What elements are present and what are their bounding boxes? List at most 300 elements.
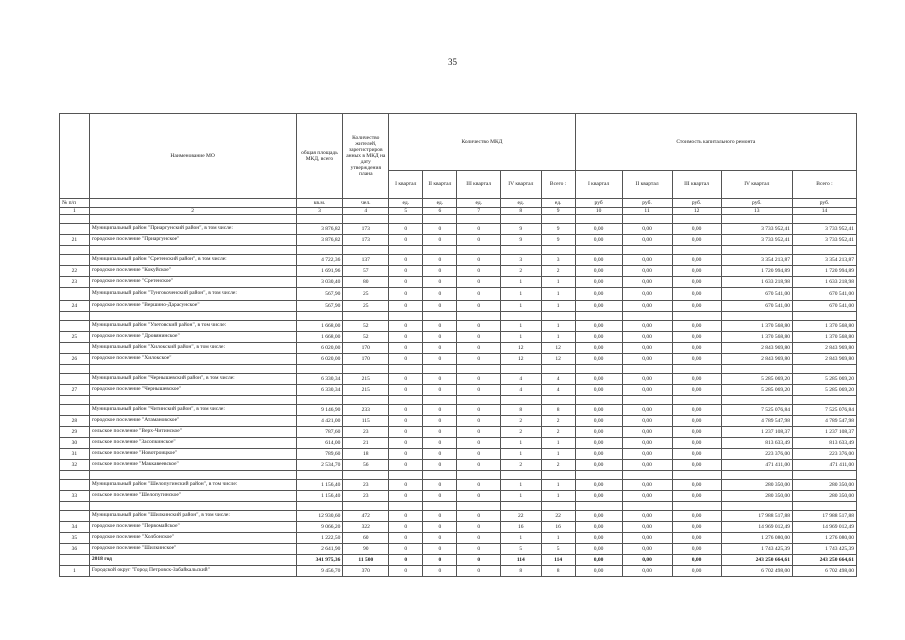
row-cost-q4: 280 350,00 xyxy=(721,480,792,491)
spacer-cell xyxy=(721,365,792,374)
row-mkd-q1: 0 xyxy=(389,343,423,354)
row-mkd-q1: 0 xyxy=(389,321,423,332)
row-cost-q3: 0,00 xyxy=(672,374,721,385)
header-q2: II квартал xyxy=(423,171,457,199)
row-residents: 18 xyxy=(343,449,389,460)
row-area: 9 146,90 xyxy=(296,405,343,416)
row-cost-q2: 0,00 xyxy=(622,301,672,312)
row-number: 24 xyxy=(60,301,90,312)
spacer-cell xyxy=(296,246,343,255)
row-cost-q3: 0,00 xyxy=(672,288,721,301)
row-mkd-q3: 0 xyxy=(457,235,501,246)
spacer-cell xyxy=(792,471,856,480)
row-mkd-q2: 0 xyxy=(423,321,457,332)
row-cost-q1: 0,00 xyxy=(575,288,622,301)
spacer-row xyxy=(60,365,857,374)
row-cost-q3: 0,00 xyxy=(672,449,721,460)
col-number: 11 xyxy=(622,208,672,215)
spacer-cell xyxy=(423,502,457,511)
table-row xyxy=(60,235,857,246)
header-cost-q1: I квартал xyxy=(575,171,622,199)
row-mkd-q3: 0 xyxy=(457,566,501,577)
row-mkd-total: 1 xyxy=(541,480,575,491)
row-cost-q2: 0,00 xyxy=(622,438,672,449)
row-cost-q4: 813 633,49 xyxy=(721,438,792,449)
row-area: 341 975,36 xyxy=(296,555,343,566)
row-cost-q1: 0,00 xyxy=(575,405,622,416)
row-residents: 60 xyxy=(343,533,389,544)
col-number: 1 xyxy=(60,208,90,215)
spacer-row xyxy=(60,215,857,224)
row-cost-total: 1 370 568,80 xyxy=(792,332,856,343)
unit-cell: ед. xyxy=(389,199,423,208)
spacer-cell xyxy=(89,312,296,321)
row-area: 1 668,00 xyxy=(296,332,343,343)
row-number: 29 xyxy=(60,427,90,438)
spacer-cell xyxy=(501,396,541,405)
spacer-cell xyxy=(575,312,622,321)
row-cost-q4: 1 633 218,98 xyxy=(721,277,792,288)
row-number: 21 xyxy=(60,235,90,246)
row-cost-q3: 0,00 xyxy=(672,385,721,396)
units-row xyxy=(60,199,857,208)
row-area: 1 691,96 xyxy=(296,266,343,277)
spacer-cell xyxy=(457,471,501,480)
spacer-cell xyxy=(457,246,501,255)
row-mkd-q2: 0 xyxy=(423,235,457,246)
row-cost-q4: 1 276 080,00 xyxy=(721,533,792,544)
row-mkd-q3: 0 xyxy=(457,255,501,266)
header-q1: I квартал xyxy=(389,171,423,199)
col-number: 14 xyxy=(792,208,856,215)
row-cost-total: 17 988 517,88 xyxy=(792,511,856,522)
row-mkd-total: 1 xyxy=(541,321,575,332)
spacer-cell xyxy=(89,471,296,480)
row-cost-q1: 0,00 xyxy=(575,235,622,246)
row-mkd-total: 16 xyxy=(541,522,575,533)
spacer-cell xyxy=(622,471,672,480)
spacer-cell xyxy=(672,312,721,321)
spacer-cell xyxy=(672,215,721,224)
row-mkd-q1: 0 xyxy=(389,491,423,502)
row-cost-q4: 1 370 568,80 xyxy=(721,321,792,332)
row-mkd-q4: 2 xyxy=(501,460,541,471)
spacer-cell xyxy=(89,502,296,511)
header-cost-q2: II квартал xyxy=(622,171,672,199)
row-cost-total: 813 633,49 xyxy=(792,438,856,449)
row-name: городское поселение "Чернышевское" xyxy=(89,385,296,396)
spacer-row xyxy=(60,471,857,480)
spacer-cell xyxy=(457,312,501,321)
row-mkd-q1: 0 xyxy=(389,438,423,449)
row-cost-q2: 0,00 xyxy=(622,224,672,235)
row-cost-q1: 0,00 xyxy=(575,224,622,235)
row-cost-q1: 0,00 xyxy=(575,522,622,533)
spacer-cell xyxy=(672,471,721,480)
row-mkd-q3: 0 xyxy=(457,405,501,416)
header-residents: Количество жителей, зарегистриров анных в МКД на дату утверждения плана xyxy=(343,114,389,199)
spacer-cell xyxy=(575,365,622,374)
row-mkd-q3: 0 xyxy=(457,427,501,438)
spacer-cell xyxy=(721,396,792,405)
row-area: 614,00 xyxy=(296,438,343,449)
row-name: городское поселение "Атамановское" xyxy=(89,416,296,427)
row-mkd-total: 8 xyxy=(541,566,575,577)
spacer-cell xyxy=(343,365,389,374)
row-cost-q1: 0,00 xyxy=(575,385,622,396)
row-cost-q2: 0,00 xyxy=(622,416,672,427)
spacer-cell xyxy=(343,502,389,511)
table-row xyxy=(60,301,857,312)
row-mkd-q4: 1 xyxy=(501,332,541,343)
spacer-cell xyxy=(575,246,622,255)
row-residents: 170 xyxy=(343,354,389,365)
row-cost-q2: 0,00 xyxy=(622,354,672,365)
row-mkd-q4: 2 xyxy=(501,427,541,438)
row-cost-total: 223 376,00 xyxy=(792,449,856,460)
row-cost-q3: 0,00 xyxy=(672,566,721,577)
row-cost-q1: 0,00 xyxy=(575,511,622,522)
row-cost-q2: 0,00 xyxy=(622,566,672,577)
col-number: 6 xyxy=(423,208,457,215)
spacer-cell xyxy=(672,502,721,511)
row-residents: 322 xyxy=(343,522,389,533)
row-cost-q3: 0,00 xyxy=(672,460,721,471)
spacer-cell xyxy=(622,312,672,321)
row-mkd-q1: 0 xyxy=(389,427,423,438)
row-mkd-total: 4 xyxy=(541,385,575,396)
row-residents: 23 xyxy=(343,427,389,438)
row-cost-q3: 0,00 xyxy=(672,544,721,555)
row-residents: 57 xyxy=(343,266,389,277)
row-mkd-q2: 0 xyxy=(423,460,457,471)
spacer-cell xyxy=(622,365,672,374)
table-row xyxy=(60,511,857,522)
row-mkd-q2: 0 xyxy=(423,533,457,544)
row-mkd-q1: 0 xyxy=(389,224,423,235)
row-cost-q1: 0,00 xyxy=(575,544,622,555)
spacer-row xyxy=(60,396,857,405)
row-mkd-q4: 9 xyxy=(501,224,541,235)
row-mkd-q3: 0 xyxy=(457,374,501,385)
row-mkd-q2: 0 xyxy=(423,555,457,566)
row-mkd-q4: 1 xyxy=(501,438,541,449)
row-cost-q2: 0,00 xyxy=(622,288,672,301)
header-q4: IV квартал xyxy=(501,171,541,199)
unit-cell: ед. xyxy=(423,199,457,208)
spacer-cell xyxy=(541,246,575,255)
spacer-cell xyxy=(343,396,389,405)
row-mkd-q3: 0 xyxy=(457,288,501,301)
spacer-cell xyxy=(501,215,541,224)
row-cost-q3: 0,00 xyxy=(672,522,721,533)
row-cost-q3: 0,00 xyxy=(672,555,721,566)
row-cost-q1: 0,00 xyxy=(575,491,622,502)
col-number: 7 xyxy=(457,208,501,215)
row-cost-q2: 0,00 xyxy=(622,255,672,266)
row-mkd-q1: 0 xyxy=(389,235,423,246)
row-number: 32 xyxy=(60,460,90,471)
row-cost-total: 6 702 498,00 xyxy=(792,566,856,577)
row-mkd-total: 8 xyxy=(541,405,575,416)
row-mkd-q3: 0 xyxy=(457,266,501,277)
row-cost-q4: 2 843 969,80 xyxy=(721,354,792,365)
spacer-cell xyxy=(622,215,672,224)
row-cost-total: 280 350,00 xyxy=(792,491,856,502)
row-number xyxy=(60,343,90,354)
row-number xyxy=(60,480,90,491)
spacer-cell xyxy=(792,365,856,374)
spacer-cell xyxy=(423,312,457,321)
spacer-cell xyxy=(457,365,501,374)
row-number: 1 xyxy=(60,566,90,577)
row-mkd-total: 1 xyxy=(541,491,575,502)
table-row xyxy=(60,354,857,365)
row-area: 3 876,82 xyxy=(296,235,343,246)
row-mkd-q4: 1 xyxy=(501,480,541,491)
row-cost-q1: 0,00 xyxy=(575,566,622,577)
spacer-cell xyxy=(60,396,90,405)
row-cost-total: 670 541,00 xyxy=(792,301,856,312)
row-area: 3 030,40 xyxy=(296,277,343,288)
row-cost-total: 1 743 425,39 xyxy=(792,544,856,555)
row-cost-total: 7 525 076,84 xyxy=(792,405,856,416)
row-mkd-q4: 114 xyxy=(501,555,541,566)
row-number xyxy=(60,555,90,566)
spacer-cell xyxy=(296,215,343,224)
row-cost-q4: 1 237 108,37 xyxy=(721,427,792,438)
row-mkd-q4: 8 xyxy=(501,405,541,416)
col-number: 9 xyxy=(541,208,575,215)
row-mkd-q2: 0 xyxy=(423,427,457,438)
row-mkd-q4: 12 xyxy=(501,343,541,354)
row-cost-total: 4 789 547,98 xyxy=(792,416,856,427)
row-mkd-q3: 0 xyxy=(457,354,501,365)
spacer-cell xyxy=(343,215,389,224)
unit-cell: руб. xyxy=(721,199,792,208)
spacer-cell xyxy=(575,502,622,511)
row-cost-q3: 0,00 xyxy=(672,438,721,449)
row-mkd-q4: 22 xyxy=(501,511,541,522)
row-number xyxy=(60,321,90,332)
spacer-cell xyxy=(501,502,541,511)
row-area: 6 330,34 xyxy=(296,385,343,396)
total-row xyxy=(60,555,857,566)
row-cost-total: 5 285 069,20 xyxy=(792,385,856,396)
row-cost-q2: 0,00 xyxy=(622,374,672,385)
row-cost-q2: 0,00 xyxy=(622,343,672,354)
spacer-cell xyxy=(622,396,672,405)
header-cost-group: Стоимость капитального ремонта xyxy=(575,114,856,171)
row-mkd-q1: 0 xyxy=(389,460,423,471)
row-name: Муниципальный район "Чернышевский район", в том числе: xyxy=(89,374,296,385)
row-mkd-q2: 0 xyxy=(423,255,457,266)
spacer-cell xyxy=(721,471,792,480)
table-row xyxy=(60,374,857,385)
column-numbers-row xyxy=(60,208,857,215)
table-row xyxy=(60,405,857,416)
col-number: 3 xyxy=(296,208,343,215)
row-mkd-q2: 0 xyxy=(423,405,457,416)
row-mkd-q2: 0 xyxy=(423,374,457,385)
row-mkd-total: 1 xyxy=(541,332,575,343)
row-cost-q3: 0,00 xyxy=(672,301,721,312)
row-mkd-q2: 0 xyxy=(423,544,457,555)
row-mkd-q4: 2 xyxy=(501,416,541,427)
spacer-cell xyxy=(423,471,457,480)
row-mkd-q4: 1 xyxy=(501,491,541,502)
row-mkd-total: 2 xyxy=(541,416,575,427)
row-cost-q1: 0,00 xyxy=(575,449,622,460)
row-number: 27 xyxy=(60,385,90,396)
table-row xyxy=(60,343,857,354)
row-mkd-q4: 12 xyxy=(501,354,541,365)
row-area: 1 668,00 xyxy=(296,321,343,332)
col-number: 4 xyxy=(343,208,389,215)
row-cost-q4: 2 843 969,80 xyxy=(721,343,792,354)
spacer-cell xyxy=(792,312,856,321)
row-cost-q2: 0,00 xyxy=(622,321,672,332)
spacer-cell xyxy=(721,215,792,224)
header-total: Всего : xyxy=(541,171,575,199)
row-area: 12 930,60 xyxy=(296,511,343,522)
header-q3: III квартал xyxy=(457,171,501,199)
row-name: городское поселение "Сретенское" xyxy=(89,277,296,288)
row-cost-q4: 243 250 664,61 xyxy=(721,555,792,566)
header-cost-q3: III квартал xyxy=(672,171,721,199)
spacer-cell xyxy=(792,246,856,255)
spacer-row xyxy=(60,246,857,255)
row-cost-q1: 0,00 xyxy=(575,277,622,288)
row-name: городское поселение "Вершино-Дарасунское" xyxy=(89,301,296,312)
spacer-cell xyxy=(575,215,622,224)
row-cost-q3: 0,00 xyxy=(672,491,721,502)
row-cost-q1: 0,00 xyxy=(575,354,622,365)
table-row xyxy=(60,277,857,288)
row-area: 789,60 xyxy=(296,449,343,460)
row-area: 6 020,00 xyxy=(296,354,343,365)
row-residents: 233 xyxy=(343,405,389,416)
row-cost-total: 1 237 108,37 xyxy=(792,427,856,438)
row-cost-q4: 14 969 012,49 xyxy=(721,522,792,533)
row-name: Муниципальный район "Приаргунский район", в том числе: xyxy=(89,224,296,235)
row-residents: 90 xyxy=(343,544,389,555)
row-name: городское поселение "Шилкинское" xyxy=(89,544,296,555)
row-number: 23 xyxy=(60,277,90,288)
row-area: 1 222,50 xyxy=(296,533,343,544)
row-mkd-q4: 8 xyxy=(501,566,541,577)
row-area: 787,60 xyxy=(296,427,343,438)
row-cost-q3: 0,00 xyxy=(672,255,721,266)
row-cost-q1: 0,00 xyxy=(575,374,622,385)
row-mkd-q3: 0 xyxy=(457,224,501,235)
table-row xyxy=(60,416,857,427)
unit-cell: ед. xyxy=(541,199,575,208)
header-cost-q4: IV квартал xyxy=(721,171,792,199)
row-mkd-q2: 0 xyxy=(423,224,457,235)
spacer-cell xyxy=(60,471,90,480)
row-cost-q3: 0,00 xyxy=(672,321,721,332)
row-number: 33 xyxy=(60,491,90,502)
row-mkd-total: 1 xyxy=(541,533,575,544)
spacer-cell xyxy=(457,215,501,224)
table-row xyxy=(60,288,857,301)
row-mkd-total: 1 xyxy=(541,449,575,460)
row-cost-q3: 0,00 xyxy=(672,343,721,354)
row-name: городское поселение "Кокуйское" xyxy=(89,266,296,277)
row-name: сельское поселение "Верх-Читинское" xyxy=(89,427,296,438)
spacer-cell xyxy=(792,215,856,224)
spacer-cell xyxy=(89,246,296,255)
spacer-cell xyxy=(296,471,343,480)
table-row xyxy=(60,449,857,460)
row-area: 567,90 xyxy=(296,288,343,301)
row-cost-total: 243 250 664,61 xyxy=(792,555,856,566)
row-mkd-q3: 0 xyxy=(457,332,501,343)
table-row xyxy=(60,332,857,343)
row-cost-total: 2 843 969,80 xyxy=(792,354,856,365)
row-mkd-q4: 9 xyxy=(501,235,541,246)
spacer-cell xyxy=(389,215,423,224)
row-cost-q2: 0,00 xyxy=(622,385,672,396)
row-area: 2 641,90 xyxy=(296,544,343,555)
spacer-cell xyxy=(541,502,575,511)
row-number xyxy=(60,405,90,416)
row-number xyxy=(60,374,90,385)
row-cost-total: 1 276 080,00 xyxy=(792,533,856,544)
row-mkd-q1: 0 xyxy=(389,332,423,343)
row-mkd-q4: 3 xyxy=(501,255,541,266)
row-cost-q2: 0,00 xyxy=(622,460,672,471)
spacer-cell xyxy=(622,246,672,255)
row-cost-q4: 6 702 498,00 xyxy=(721,566,792,577)
row-number xyxy=(60,224,90,235)
spacer-cell xyxy=(389,471,423,480)
row-mkd-total: 3 xyxy=(541,255,575,266)
row-residents: 137 xyxy=(343,255,389,266)
row-residents: 25 xyxy=(343,288,389,301)
row-cost-total: 5 285 069,20 xyxy=(792,374,856,385)
row-mkd-q3: 0 xyxy=(457,277,501,288)
row-residents: 80 xyxy=(343,277,389,288)
row-name: Муниципальный район "Улетовский район", в том числе: xyxy=(89,321,296,332)
row-mkd-q4: 2 xyxy=(501,266,541,277)
spacer-cell xyxy=(423,215,457,224)
spacer-cell xyxy=(389,502,423,511)
row-cost-q3: 0,00 xyxy=(672,416,721,427)
row-cost-q1: 0,00 xyxy=(575,416,622,427)
row-mkd-q2: 0 xyxy=(423,354,457,365)
spacer-cell xyxy=(89,365,296,374)
row-cost-q1: 0,00 xyxy=(575,438,622,449)
row-cost-q4: 471 411,00 xyxy=(721,460,792,471)
row-name: 2018 год xyxy=(89,555,296,566)
row-mkd-q3: 0 xyxy=(457,385,501,396)
row-mkd-q4: 4 xyxy=(501,374,541,385)
row-cost-total: 3 354 213,87 xyxy=(792,255,856,266)
page-number: 35 xyxy=(448,57,457,67)
row-cost-total: 1 370 568,80 xyxy=(792,321,856,332)
row-name: сельское поселение "Маккавеевское" xyxy=(89,460,296,471)
row-cost-total: 2 843 969,80 xyxy=(792,343,856,354)
row-mkd-total: 12 xyxy=(541,343,575,354)
table-row xyxy=(60,533,857,544)
row-name: городское поселение "Первомайское" xyxy=(89,522,296,533)
row-area: 9 066,20 xyxy=(296,522,343,533)
spacer-cell xyxy=(575,396,622,405)
row-cost-q4: 5 285 069,20 xyxy=(721,385,792,396)
row-mkd-q3: 0 xyxy=(457,522,501,533)
